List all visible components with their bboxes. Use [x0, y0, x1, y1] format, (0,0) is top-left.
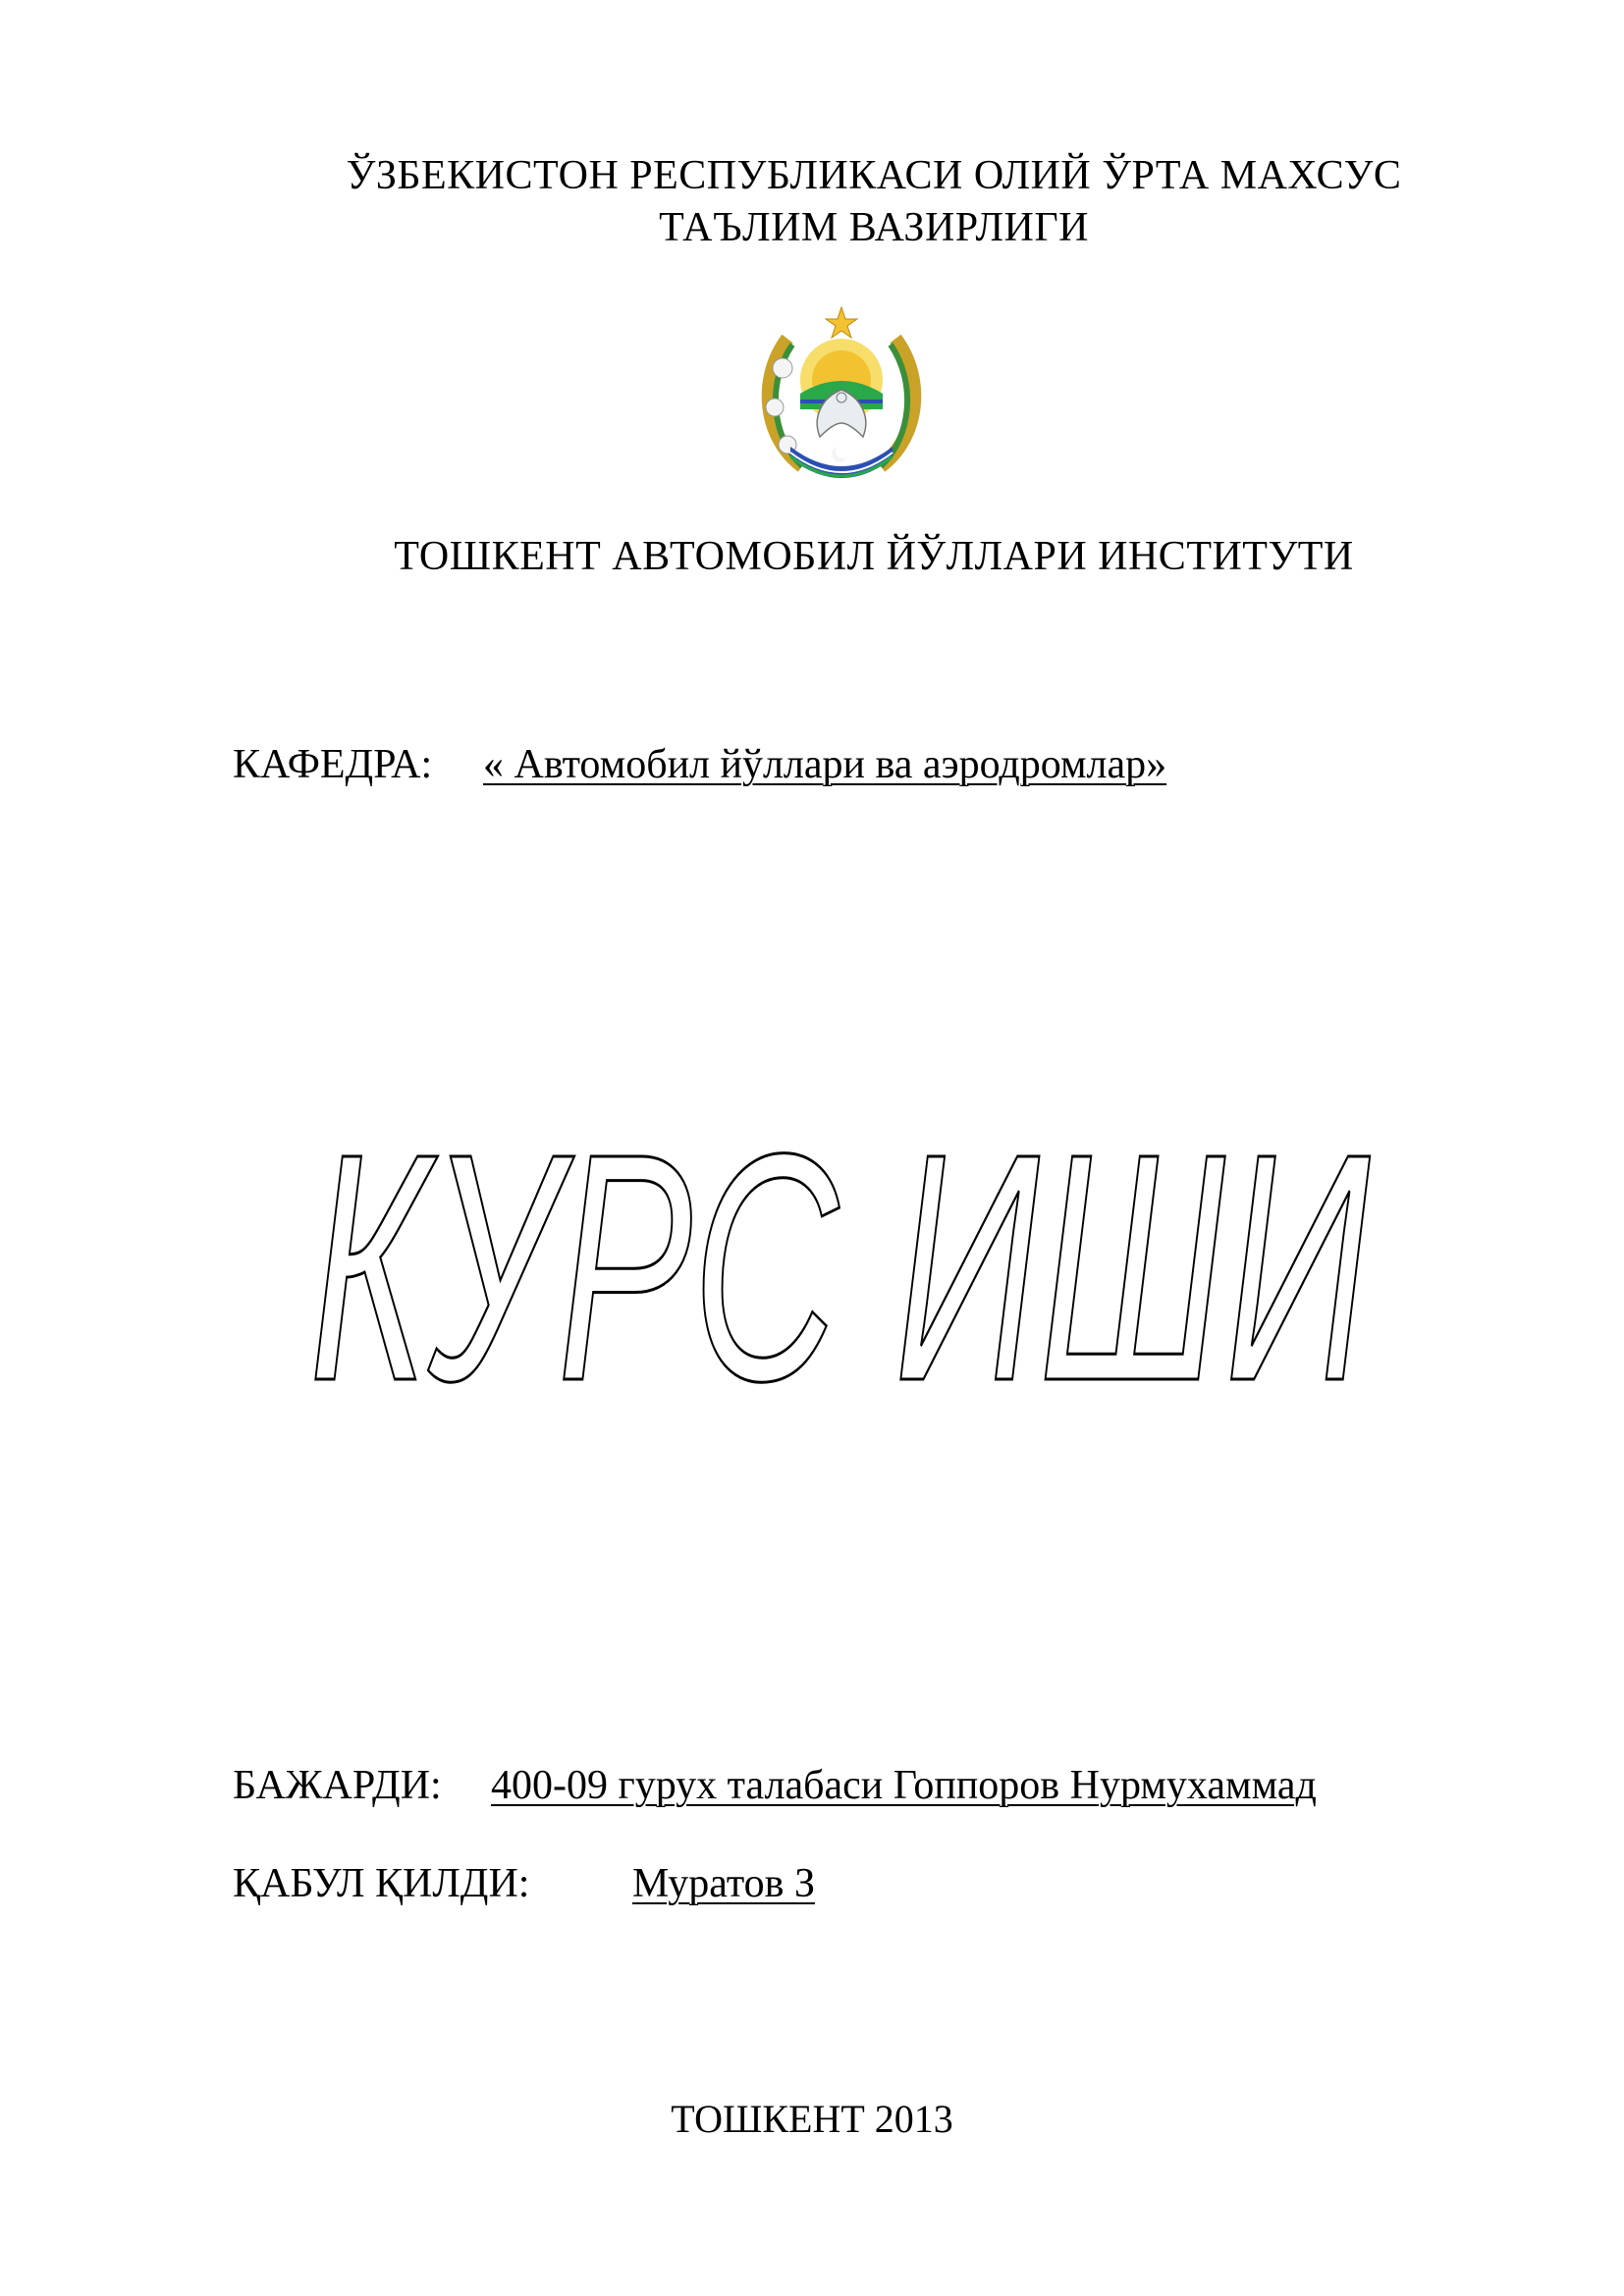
state-emblem-icon	[743, 299, 940, 496]
performed-by-value: 400-09 гурух талабаси Гоппоров Нурмухаммад	[491, 1763, 1317, 1808]
accepted-by-value: Муратов З	[632, 1861, 816, 1906]
ministry-line-2: ТАЪЛИМ ВАЗИРЛИГИ	[659, 205, 1089, 250]
ministry-line-1: ЎЗБЕКИСТОН РЕСПУБЛИКАСИ ОЛИЙ ЎРТА МАХСУС	[346, 153, 1402, 198]
city-year: ТОШКЕНТ 2013	[671, 2097, 953, 2141]
institute-name: ТОШКЕНТ АВТОМОБИЛ ЙЎЛЛАРИ ИНСТИТУТИ	[394, 534, 1354, 579]
department-label: КАФЕДРА:	[233, 742, 433, 787]
department-value: « Автомобил йўллари ва аэродромлар»	[483, 742, 1167, 787]
document-title	[275, 1129, 1404, 1423]
title-text: КУРС ИШИ	[309, 1129, 1371, 1423]
accepted-by-label: ҚАБУЛ ҚИЛДИ:	[233, 1861, 530, 1906]
performed-by-label: БАЖАРДИ:	[233, 1763, 442, 1808]
